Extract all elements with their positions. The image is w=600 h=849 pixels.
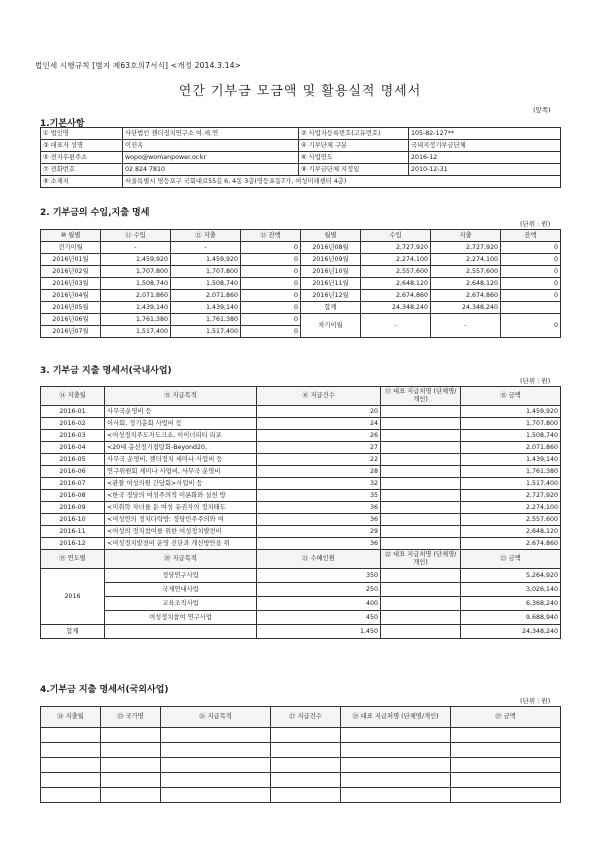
beneficiary-count-cell: 250	[257, 583, 381, 597]
recipient-cell	[381, 611, 461, 625]
column-header: ⑫ 지출	[171, 230, 241, 242]
table-row	[41, 611, 561, 625]
amount-cell: 2,727,920	[461, 490, 561, 502]
empty-row	[41, 758, 561, 773]
recipient-cell	[381, 514, 461, 526]
expense-month-cell: 2016-05	[41, 454, 105, 466]
total-count: 1,450	[257, 625, 381, 639]
month-cell: 2016년01월	[41, 254, 101, 266]
section1-heading: 1.기본사항	[40, 119, 85, 129]
table-row	[41, 430, 561, 442]
table-row	[41, 140, 561, 152]
recipient-cell	[381, 430, 461, 442]
year-cell: 2016	[41, 569, 105, 625]
table-row	[41, 254, 561, 266]
recipient-cell	[381, 454, 461, 466]
table-row	[41, 406, 561, 418]
address-value: 서울특별시 영등포구 국회대로55길 6, 4동 3층(영등포동7가, 여성미래센터 4층)	[123, 176, 561, 188]
table-row	[41, 278, 561, 290]
balance-cell: 0	[501, 290, 561, 302]
section4-heading: 4.기부금 지출 명세서(국외사업)	[40, 685, 169, 695]
amount-cell: 1,439,140	[461, 454, 561, 466]
purpose-cell: <미취학 자녀를 둔 여성 유권자의 정치태도	[105, 502, 257, 514]
column-header: ⑰ 대표 지급처명 (단체명/개인)	[381, 387, 461, 406]
column-header: 월별	[301, 230, 361, 242]
amount-cell: 2,674,860	[461, 538, 561, 550]
empty-cell	[161, 788, 271, 803]
expense-month-cell: 2016-04	[41, 442, 105, 454]
table-row	[41, 583, 561, 597]
purpose-cell: <여성의 정치참여를 위한 여성정치발전비	[105, 526, 257, 538]
amount-cell: 5,264,920	[461, 569, 561, 583]
expense-cell: -	[431, 314, 501, 338]
balance-cell: 0	[241, 278, 301, 290]
month-cell: 2016년08월	[301, 242, 361, 254]
expense-cell: 1,761,380	[171, 314, 241, 326]
expense-cell: 24,348,240	[431, 302, 501, 314]
month-cell: 2016년12월	[301, 290, 361, 302]
empty-cell	[101, 788, 161, 803]
recipient-cell	[381, 526, 461, 538]
table-header-row	[41, 550, 561, 569]
purpose-cell: <여성정치발전비 운영 진단과 개선방안을 위	[105, 538, 257, 550]
income-expense-table	[40, 229, 561, 338]
count-cell: 20	[257, 406, 381, 418]
column-header: ㉒ 대표 지급처명 (단체명/개인)	[381, 550, 461, 569]
column-header: ㉙ 금액	[451, 707, 561, 728]
column-header: ⑮ 지급목적	[105, 387, 257, 406]
empty-row	[41, 788, 561, 803]
basic-info-table	[40, 127, 561, 188]
expense-cell: -	[171, 242, 241, 254]
table-row	[41, 302, 561, 314]
table-row	[41, 478, 561, 490]
amount-cell: 1,707,800	[461, 418, 561, 430]
table-header-row	[41, 230, 561, 242]
recipient-cell	[381, 583, 461, 597]
empty-cell	[451, 758, 561, 773]
purpose-cell: <20대 총선정기접탕회-Beyond20,	[105, 442, 257, 454]
empty-cell	[451, 788, 561, 803]
count-cell: 36	[257, 538, 381, 550]
recipient-cell	[381, 406, 461, 418]
balance-cell: 0	[241, 242, 301, 254]
purpose-cell: 교육조직사업	[105, 597, 257, 611]
expense-cell: 2,674,860	[431, 290, 501, 302]
purpose-cell: 정당연구사업	[105, 569, 257, 583]
purpose-cell: 사무국운영비 등	[105, 406, 257, 418]
empty-cell	[451, 773, 561, 788]
empty-cell	[101, 728, 161, 743]
field-label: ⑧ 기부금단체 지정일	[299, 164, 409, 176]
purpose-cell: 이사회, 정기총회 사업비 등	[105, 418, 257, 430]
empty-cell	[41, 773, 101, 788]
section3-heading: 3. 기부금 지출 명세서(국내사업)	[40, 366, 172, 376]
month-cell: 합계	[301, 302, 361, 314]
field-value: 02 824 7810	[123, 164, 299, 176]
month-cell: 2016년05월	[41, 302, 101, 314]
balance-cell: 0	[501, 314, 561, 338]
expense-month-cell: 2016-08	[41, 490, 105, 502]
column-header: ⑬ 잔액	[241, 230, 301, 242]
income-cell: 24,348,240	[361, 302, 431, 314]
column-header: 잔액	[501, 230, 561, 242]
section4-unit: (단위 : 원)	[520, 697, 551, 705]
total-amount: 24,348,240	[461, 625, 561, 639]
section3-unit: (단위 : 원)	[520, 377, 551, 385]
amount-cell: 6,368,240	[461, 597, 561, 611]
column-header: ㉕ 국가명	[101, 707, 161, 728]
income-cell: 2,274,100	[361, 254, 431, 266]
recipient-cell	[381, 569, 461, 583]
column-header: ⑱ 금액	[461, 387, 561, 406]
table-row	[41, 242, 561, 254]
count-cell: 35	[257, 490, 381, 502]
amount-cell: 2,071,860	[461, 442, 561, 454]
count-cell: 22	[257, 454, 381, 466]
expense-cell: 1,439,140	[171, 302, 241, 314]
field-value: wopo@womanpower.or.kr	[123, 152, 299, 164]
balance-cell: 0	[241, 254, 301, 266]
empty-cell	[271, 758, 341, 773]
purpose-cell: <여성연의 정치다락방: 정당민주주의와 여	[105, 514, 257, 526]
purpose-cell: 사무국 운영비, 젠더정치 세미나 사업비 등	[105, 454, 257, 466]
expense-cell: 2,727,920	[431, 242, 501, 254]
purpose-cell: 여성정치참여 연구사업	[105, 611, 257, 625]
field-label: ⑤ 전자우편주소	[41, 152, 123, 164]
document-title: 연간 기부금 모금액 및 활용실적 명세서	[178, 84, 422, 99]
amount-cell: 3,026,140	[461, 583, 561, 597]
month-cell: 차기이월	[301, 314, 361, 338]
recipient-cell	[381, 597, 461, 611]
expense-month-cell: 2016-03	[41, 430, 105, 442]
column-header: 수입	[361, 230, 431, 242]
form-header-note: 법인세 시행규칙 [별지 제63호의7서식] <개정 2014.3.14>	[35, 61, 242, 70]
column-header: ⑯ 지급건수	[257, 387, 381, 406]
balance-cell: 0	[501, 254, 561, 266]
domestic-expense-table	[40, 386, 561, 639]
expense-month-cell: 2016-01	[41, 406, 105, 418]
empty-row	[41, 743, 561, 758]
income-cell: 2,727,920	[361, 242, 431, 254]
count-cell: 28	[257, 466, 381, 478]
expense-month-cell: 2016-12	[41, 538, 105, 550]
table-row	[41, 538, 561, 550]
income-cell: 2,071,860	[101, 290, 171, 302]
recipient-cell	[381, 502, 461, 514]
empty-cell	[341, 788, 451, 803]
expense-month-cell: 2016-07	[41, 478, 105, 490]
section2-heading: 2. 기부금의 수입,지출 명세	[40, 208, 150, 218]
month-cell: 2016년02월	[41, 266, 101, 278]
recipient-cell	[381, 490, 461, 502]
empty-cell	[341, 743, 451, 758]
table-row	[41, 128, 561, 140]
count-cell: 36	[257, 514, 381, 526]
month-cell: 2016년07월	[41, 326, 101, 338]
income-cell: 2,648,120	[361, 278, 431, 290]
income-cell: 1,439,140	[101, 302, 171, 314]
column-header: ㉓ 금액	[461, 550, 561, 569]
empty-cell	[41, 728, 101, 743]
purpose-cell: <여성정치주도자도크쇼, 이이너리티 리포	[105, 430, 257, 442]
income-cell: -	[361, 314, 431, 338]
beneficiary-count-cell: 400	[257, 597, 381, 611]
income-cell: 1,707,800	[101, 266, 171, 278]
recipient-cell	[381, 418, 461, 430]
beneficiary-count-cell: 450	[257, 611, 381, 625]
empty-cell	[41, 758, 101, 773]
empty-cell	[161, 743, 271, 758]
empty-cell	[271, 788, 341, 803]
table-row	[41, 490, 561, 502]
recipient-cell	[381, 478, 461, 490]
table-row	[41, 176, 561, 188]
empty-cell	[271, 728, 341, 743]
income-cell: 1,459,920	[101, 254, 171, 266]
column-header: ⑲ 연도별	[41, 550, 105, 569]
empty-cell	[161, 728, 271, 743]
amount-cell: 9,688,940	[461, 611, 561, 625]
income-cell: 2,557,600	[361, 266, 431, 278]
recipient-cell	[381, 538, 461, 550]
balance-cell	[501, 302, 561, 314]
purpose-cell: 국제연대사업	[105, 583, 257, 597]
column-header: ㉘ 대표 지급처명 (단체명/개인)	[341, 707, 451, 728]
balance-cell: 0	[241, 290, 301, 302]
count-cell: 36	[257, 502, 381, 514]
table-row	[41, 466, 561, 478]
empty-cell	[271, 743, 341, 758]
field-label: ④ 기부단체 구분	[299, 140, 409, 152]
month-cell: 2016년11월	[301, 278, 361, 290]
empty-cell	[451, 743, 561, 758]
expense-cell: 2,557,600	[431, 266, 501, 278]
expense-month-cell: 2016-10	[41, 514, 105, 526]
income-cell: 2,674,860	[361, 290, 431, 302]
expense-cell: 1,707,800	[171, 266, 241, 278]
table-row	[41, 442, 561, 454]
column-header: ⑭ 지출월	[41, 387, 105, 406]
recipient-cell	[381, 442, 461, 454]
amount-cell: 2,274,100	[461, 502, 561, 514]
overseas-expense-table	[40, 706, 561, 803]
empty-cell	[101, 743, 161, 758]
recipient-cell	[381, 466, 461, 478]
month-cell: 2016년10월	[301, 266, 361, 278]
income-cell: -	[101, 242, 171, 254]
count-cell: 32	[257, 478, 381, 490]
amount-cell: 1,508,740	[461, 430, 561, 442]
empty-cell	[105, 625, 257, 639]
income-cell: 1,508,740	[101, 278, 171, 290]
count-cell: 26	[257, 430, 381, 442]
column-header: ㉗ 지급건수	[271, 707, 341, 728]
field-value: 2010-12-31	[409, 164, 561, 176]
empty-row	[41, 728, 561, 743]
field-value: 2016-12	[409, 152, 561, 164]
amount-cell: 1,517,400	[461, 478, 561, 490]
table-row	[41, 314, 561, 326]
field-value: 국내지정기부금단체	[409, 140, 561, 152]
empty-cell	[341, 728, 451, 743]
count-cell: 24	[257, 418, 381, 430]
table-row	[41, 597, 561, 611]
expense-cell: 1,517,400	[171, 326, 241, 338]
month-cell: 2016년09월	[301, 254, 361, 266]
purpose-cell: 연구위원회 세미나 사업비, 사무국 운영비	[105, 466, 257, 478]
income-cell: 1,517,400	[101, 326, 171, 338]
empty-cell	[161, 773, 271, 788]
column-header: ㉖ 지급목적	[161, 707, 271, 728]
month-cell: 2016년04월	[41, 290, 101, 302]
section2-unit: (단위 : 원)	[520, 220, 551, 228]
balance-cell: 0	[241, 326, 301, 338]
field-label: ⑨ 소재지	[41, 176, 123, 188]
month-cell: 2016년03월	[41, 278, 101, 290]
empty-cell	[41, 743, 101, 758]
field-label: ⑥ 사업연도	[299, 152, 409, 164]
empty-cell	[271, 773, 341, 788]
balance-cell: 0	[241, 314, 301, 326]
balance-cell: 0	[241, 302, 301, 314]
empty-cell	[101, 758, 161, 773]
column-header: ⑪ 수입	[101, 230, 171, 242]
total-row	[41, 625, 561, 639]
empty-cell	[341, 773, 451, 788]
expense-month-cell: 2016-11	[41, 526, 105, 538]
column-header: ㉑ 수혜인원	[257, 550, 381, 569]
field-value: 이진옥	[123, 140, 299, 152]
amount-cell: 2,648,120	[461, 526, 561, 538]
empty-cell	[341, 758, 451, 773]
empty-cell	[161, 758, 271, 773]
table-row	[41, 152, 561, 164]
column-header: ⑳ 지급목적	[105, 550, 257, 569]
expense-month-cell: 2016-09	[41, 502, 105, 514]
table-row	[41, 454, 561, 466]
expense-cell: 2,274,100	[431, 254, 501, 266]
column-header: 지출	[431, 230, 501, 242]
table-row	[41, 502, 561, 514]
empty-cell	[381, 625, 461, 639]
column-header: ㉔ 지출월	[41, 707, 101, 728]
purpose-cell: <한국 정당의 여성주의적 이론화와 실천 방	[105, 490, 257, 502]
income-cell: 1,761,380	[101, 314, 171, 326]
expense-month-cell: 2016-06	[41, 466, 105, 478]
expense-cell: 1,459,920	[171, 254, 241, 266]
purpose-cell: <관찰 여성의원 간담회>사업비 등	[105, 478, 257, 490]
balance-cell: 0	[241, 266, 301, 278]
table-row	[41, 266, 561, 278]
beneficiary-count-cell: 350	[257, 569, 381, 583]
expense-cell: 2,071,860	[171, 290, 241, 302]
table-row	[41, 569, 561, 583]
balance-cell: 0	[501, 242, 561, 254]
count-cell: 27	[257, 442, 381, 454]
field-value: 사단법인 젠더정치연구소 여.세.연	[123, 128, 299, 140]
column-header: ⑩ 월별	[41, 230, 101, 242]
balance-cell: 0	[501, 278, 561, 290]
amount-cell: 1,761,380	[461, 466, 561, 478]
page-side-label: (앞쪽)	[533, 106, 551, 114]
month-cell: 전기이월	[41, 242, 101, 254]
field-value: 105-82-127**	[409, 128, 561, 140]
field-label: ③ 대표자 성명	[41, 140, 123, 152]
empty-row	[41, 773, 561, 788]
count-cell: 29	[257, 526, 381, 538]
field-label: ⑦ 전화번호	[41, 164, 123, 176]
table-header-row	[41, 707, 561, 728]
table-row	[41, 514, 561, 526]
empty-cell	[41, 788, 101, 803]
amount-cell: 2,557,600	[461, 514, 561, 526]
expense-cell: 1,508,740	[171, 278, 241, 290]
amount-cell: 1,459,920	[461, 406, 561, 418]
empty-cell	[101, 773, 161, 788]
empty-cell	[451, 728, 561, 743]
table-row	[41, 526, 561, 538]
field-label: ① 법인명	[41, 128, 123, 140]
total-label: 합계	[41, 625, 105, 639]
field-label: ② 사업자등록번호(고유번호)	[299, 128, 409, 140]
table-header-row	[41, 387, 561, 406]
month-cell: 2016년06월	[41, 314, 101, 326]
table-row	[41, 164, 561, 176]
balance-cell: 0	[501, 266, 561, 278]
table-row	[41, 290, 561, 302]
expense-cell: 2,648,120	[431, 278, 501, 290]
expense-month-cell: 2016-02	[41, 418, 105, 430]
table-row	[41, 418, 561, 430]
